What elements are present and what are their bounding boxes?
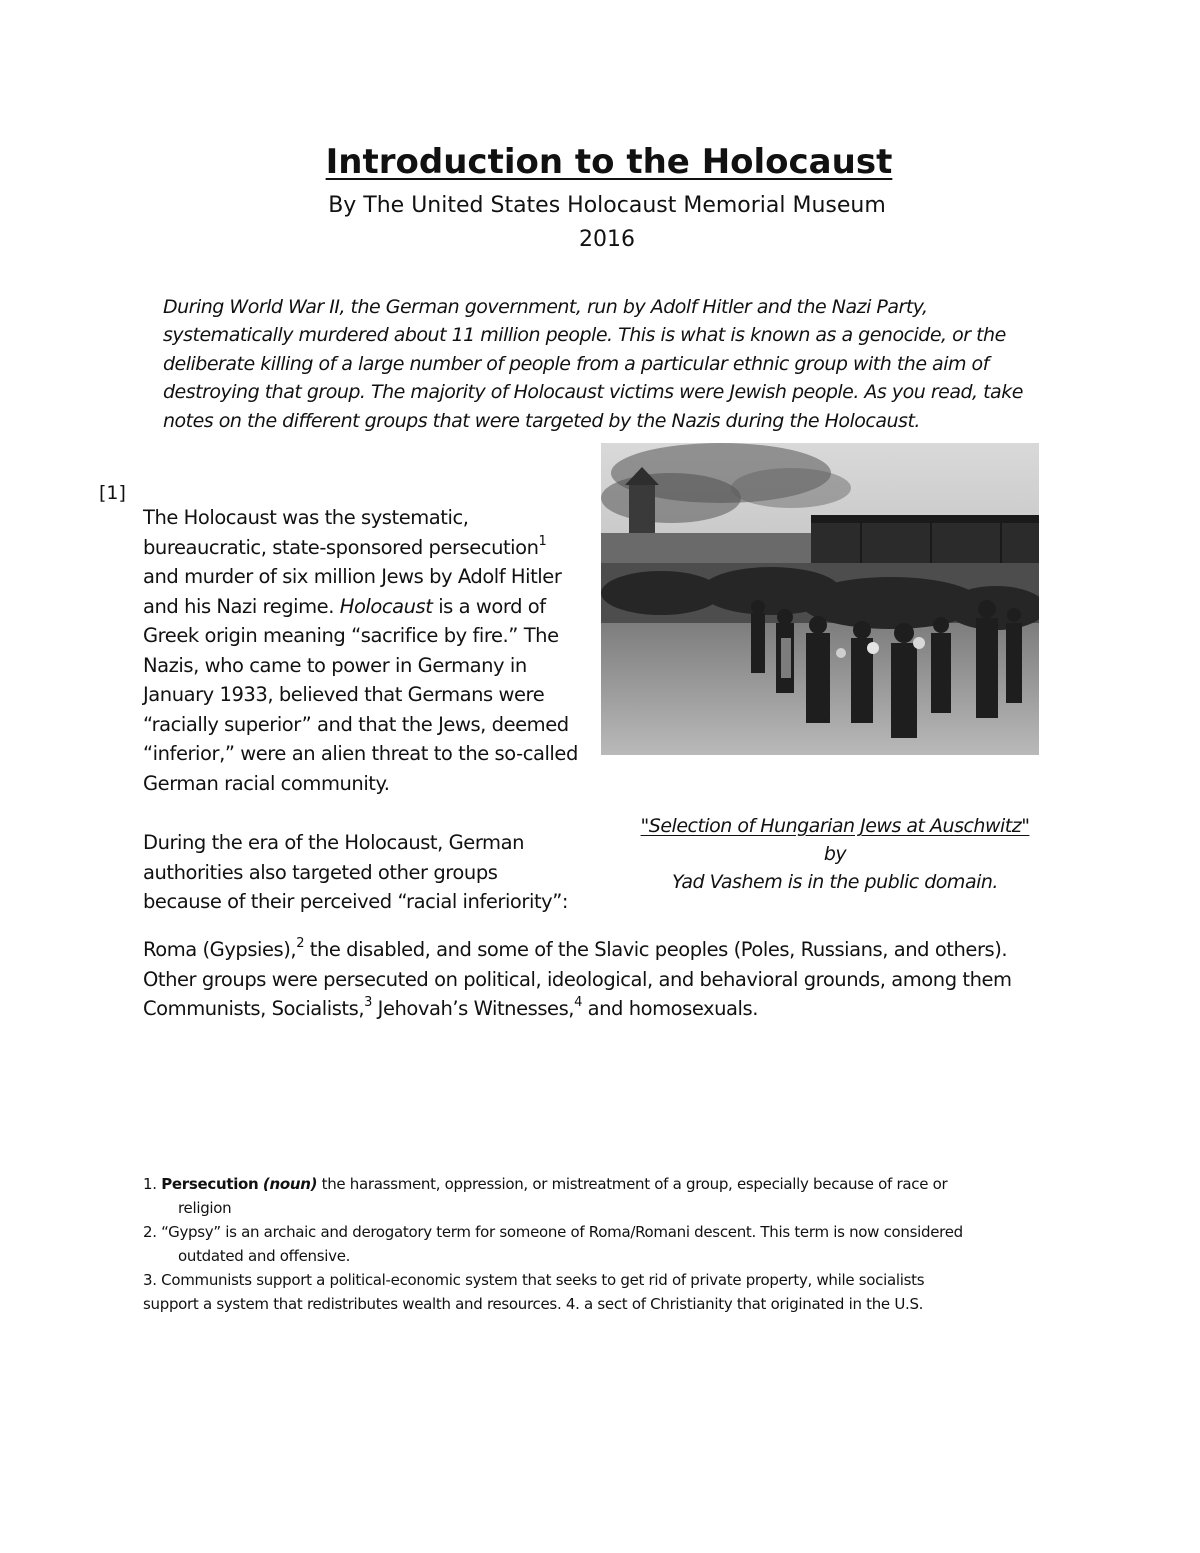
footnote-ref-3[interactable]: 3 xyxy=(364,995,372,1010)
text-line: January 1933, believed that Germans were xyxy=(143,683,545,706)
text-run: and homosexuals. xyxy=(581,997,758,1020)
text-run: Communists, Socialists, xyxy=(143,997,365,1020)
footnote-number: 1. xyxy=(143,1175,162,1193)
text-line xyxy=(143,592,593,622)
paragraph-2 xyxy=(143,828,593,917)
intro-line: notes on the different groups that were targeted by the Nazis during the Holocaust. xyxy=(163,409,920,432)
auschwitz-selection-photo xyxy=(601,443,1039,755)
text-line: because of their perceived “racial inferiority”: xyxy=(143,890,569,913)
part-of-speech: (noun) xyxy=(262,1175,318,1193)
text-line xyxy=(143,935,1063,965)
paragraph-1 xyxy=(143,503,593,798)
footnote-ref-2[interactable]: 2 xyxy=(296,936,305,951)
text-line: Greek origin meaning “sacrifice by fire.” The xyxy=(143,624,559,647)
text-line: Other groups were persecuted on political, ideological, and behavioral grounds, among them xyxy=(143,967,1012,991)
text-line: authorities also targeted other groups xyxy=(143,860,498,884)
photo-illustration xyxy=(601,443,1039,755)
text-line: Nazis, who came to power in Germany in xyxy=(143,653,527,677)
footnote-term: Persecution xyxy=(161,1175,259,1193)
intro-line: systematically murdered about 11 million people. This is what is known as a genocide, or the xyxy=(163,324,1006,347)
paragraph-number: [1] xyxy=(99,482,126,504)
footnote-definition: the harassment, oppression, or mistreatment of a group, especially because of race or xyxy=(317,1175,948,1193)
intro-line: During World War II, the German government, run by Adolf Hitler and the Nazi Party, xyxy=(163,296,928,318)
text-run: bureaucratic, state-sponsored persecution xyxy=(143,535,539,559)
footnote-ref-4[interactable]: 4 xyxy=(574,995,582,1010)
footnote-2: 2. “Gypsy” is an archaic and derogatory term for someone of Roma/Romani descent. This term is now considered xyxy=(143,1223,963,1241)
photo-source-link[interactable]: "Selection of Hungarian Jews at Auschwitz" xyxy=(640,815,1030,837)
intro-line: destroying that group. The majority of Holocaust victims were Jewish people. As you read, take xyxy=(163,381,1023,404)
text-line: During the era of the Holocaust, German xyxy=(143,831,525,854)
caption-line xyxy=(600,812,1070,868)
byline: By The United States Holocaust Memorial Museum xyxy=(328,193,886,218)
text-line xyxy=(143,533,593,563)
footnote-3-4: support a system that redistributes wealth and resources. 4. a sect of Christianity that originated in the U.S. xyxy=(143,1295,924,1313)
intro-summary xyxy=(163,293,1063,435)
text-line: “inferior,” were an alien threat to the so-called xyxy=(143,742,578,765)
footnote-1 xyxy=(143,1172,1043,1196)
intro-line: deliberate killing of a large number of people from a particular ethnic group with the aim of xyxy=(163,352,989,375)
text-run: is a word of xyxy=(432,594,546,618)
footnote-1-continued: religion xyxy=(178,1199,232,1217)
footnote-ref-1[interactable]: 1 xyxy=(538,533,547,549)
text-run: and his Nazi regime. xyxy=(143,594,340,618)
text-run: Jehovah’s Witnesses, xyxy=(371,997,575,1020)
text-line: German racial community. xyxy=(143,771,390,795)
footnote-3: 3. Communists support a political-economic system that seeks to get rid of private property, while socialists xyxy=(143,1271,925,1289)
text-run: the disabled, and some of the Slavic peoples (Poles, Russians, and others). xyxy=(304,938,1008,961)
photo-caption xyxy=(600,812,1070,896)
publication-year: 2016 xyxy=(579,227,635,252)
text-line xyxy=(143,994,1063,1024)
paragraph-3 xyxy=(143,935,1063,1024)
page-title: Introduction to the Holocaust xyxy=(325,142,893,182)
emphasis-term: Holocaust xyxy=(339,594,433,618)
text-line: and murder of six million Jews by Adolf Hitler xyxy=(143,565,562,588)
caption-line: Yad Vashem is in the public domain. xyxy=(672,871,998,893)
text-line: The Holocaust was the systematic, xyxy=(143,506,469,529)
footnote-2-continued: outdated and offensive. xyxy=(178,1247,351,1265)
footnotes xyxy=(143,1172,1043,1316)
text-run: Roma (Gypsies), xyxy=(143,938,297,961)
text-line: “racially superior” and that the Jews, deemed xyxy=(143,712,569,736)
caption-by: by xyxy=(823,843,847,865)
